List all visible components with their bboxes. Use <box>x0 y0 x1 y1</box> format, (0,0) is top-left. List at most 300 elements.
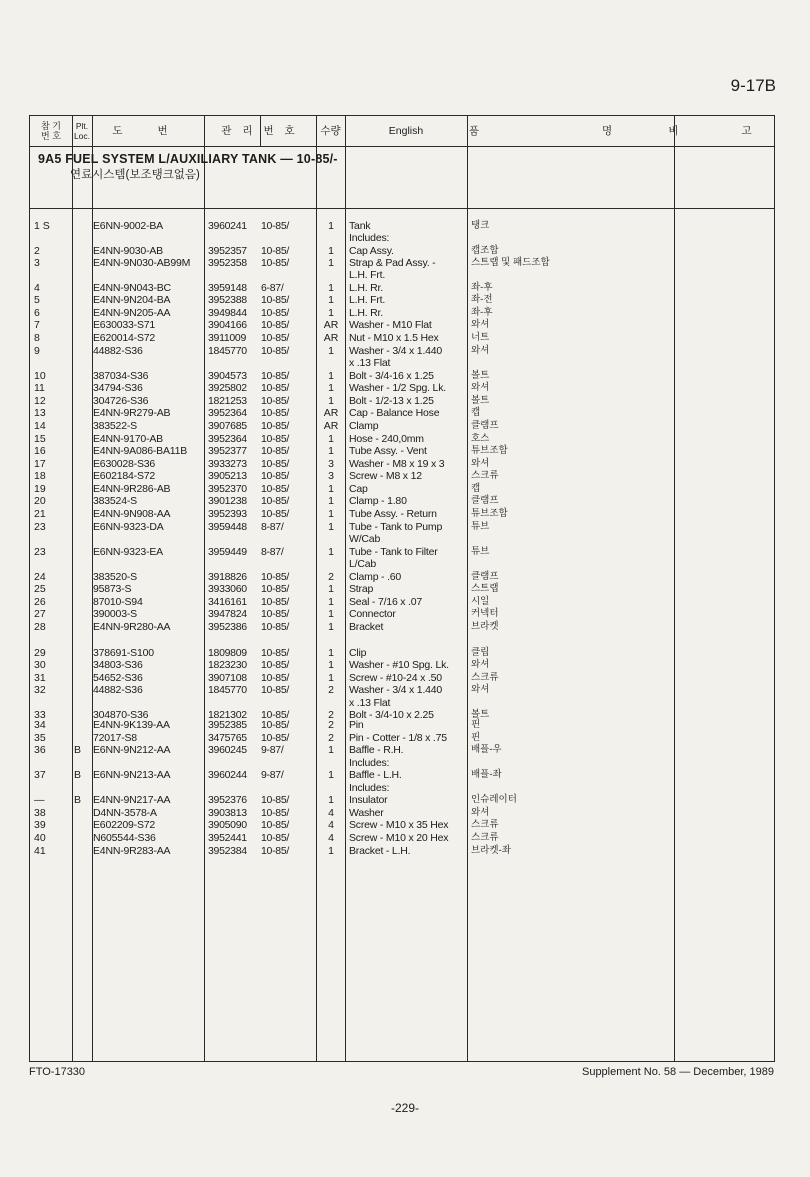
cell-eng: Tube Assy. - Vent <box>349 445 427 457</box>
cell-kor: 스트랩 <box>471 583 499 594</box>
cell-date: 8-87/ <box>261 521 284 533</box>
cell-no: 6 <box>34 307 40 319</box>
cell-qty: 1 <box>328 596 334 608</box>
table-row <box>30 744 776 756</box>
cell-kor: 배플-좌 <box>471 769 502 780</box>
cell-date: 9-87/ <box>261 769 284 781</box>
cell-no: 4 <box>34 282 40 294</box>
header-drawing-no: 도 번 <box>112 125 184 137</box>
cell-kor: 클램프 <box>471 420 499 431</box>
table-row <box>30 672 776 684</box>
table-row <box>30 382 776 394</box>
cell-qty: 2 <box>328 719 334 731</box>
cell-eng: Screw - M8 x 12 <box>349 470 422 482</box>
table-row <box>30 445 776 457</box>
cell-qty: 2 <box>328 571 334 583</box>
cell-eng: Baffle - L.H. <box>349 769 402 781</box>
cell-qty: 1 <box>328 508 334 520</box>
cell-no: 12 <box>34 395 46 407</box>
cell-mgmt: 3952364 <box>208 433 247 445</box>
cell-date: 10-85/ <box>261 257 289 269</box>
cell-part: E630028-S36 <box>93 458 156 470</box>
cell-kor: 인슈레이터 <box>471 794 517 805</box>
cell-eng: Baffle - R.H. <box>349 744 404 756</box>
cell-eng: Screw - M10 x 20 Hex <box>349 832 449 844</box>
table-row <box>30 470 776 482</box>
cell-no: 31 <box>34 672 46 684</box>
cell-part: 304726-S36 <box>93 395 149 407</box>
cell-mgmt: 3952385 <box>208 719 247 731</box>
cell-loc: B <box>74 744 82 756</box>
cell-no: 32 <box>34 684 46 696</box>
header-plt-loc: Plt. Loc. <box>73 121 91 141</box>
cell-qty: AR <box>323 319 339 331</box>
table-row <box>30 294 776 306</box>
cell-kor: 와셔 <box>471 382 490 393</box>
cell-no: 25 <box>34 583 46 595</box>
table-row <box>30 558 776 570</box>
cell-kor: 시일 <box>471 596 490 607</box>
cell-date: 10-85/ <box>261 608 289 620</box>
section-divider <box>30 208 774 209</box>
cell-kor: 커넥터 <box>471 608 499 619</box>
cell-qty: 1 <box>328 769 334 781</box>
cell-mgmt: 3959148 <box>208 282 247 294</box>
table-row <box>30 220 776 232</box>
header-qty: 수량 <box>320 125 341 137</box>
cell-qty: AR <box>323 332 339 344</box>
cell-part: E6NN-9N213-AA <box>93 769 171 781</box>
cell-qty: 1 <box>328 546 334 558</box>
cell-date: 8-87/ <box>261 546 284 558</box>
header-divider <box>30 146 774 147</box>
cell-date: 10-85/ <box>261 684 289 696</box>
cell-no: 30 <box>34 659 46 671</box>
cell-eng: Clamp - .60 <box>349 571 402 583</box>
cell-qty: 1 <box>328 659 334 671</box>
cell-kor: 좌-전 <box>471 294 493 305</box>
table-row <box>30 732 776 744</box>
cell-mgmt: 3960244 <box>208 769 247 781</box>
cell-date: 10-85/ <box>261 845 289 857</box>
cell-mgmt: 3416161 <box>208 596 247 608</box>
table-row <box>30 608 776 620</box>
table-row <box>30 370 776 382</box>
cell-eng: Washer - M8 x 19 x 3 <box>349 458 445 470</box>
cell-no: 36 <box>34 744 46 756</box>
cell-no: 3 <box>34 257 40 269</box>
cell-eng: Includes: <box>349 782 390 794</box>
cell-part: 87010-S94 <box>93 596 143 608</box>
cell-kor: 와셔 <box>471 345 490 356</box>
cell-no: 15 <box>34 433 46 445</box>
cell-no: 1 S <box>34 220 50 232</box>
cell-part: 383520-S <box>93 571 137 583</box>
cell-qty: 1 <box>328 307 334 319</box>
cell-kor: 캡 <box>471 407 481 418</box>
cell-mgmt: 3911009 <box>208 332 246 344</box>
cell-eng: Bolt - 1/2-13 x 1.25 <box>349 395 434 407</box>
cell-mgmt: 3952370 <box>208 483 247 495</box>
cell-mgmt: 3952376 <box>208 794 247 806</box>
cell-no: — <box>34 794 45 806</box>
cell-kor: 브라켓-좌 <box>471 845 511 856</box>
cell-part: E4NN-9R279-AB <box>93 407 171 419</box>
cell-mgmt: 3903813 <box>208 807 247 819</box>
table-row <box>30 483 776 495</box>
table-row <box>30 521 776 533</box>
cell-part: E4NN-9R286-AB <box>93 483 171 495</box>
cell-date: 10-85/ <box>261 583 289 595</box>
cell-part: 95873-S <box>93 583 132 595</box>
table-row <box>30 659 776 671</box>
cell-eng: L.H. Rr. <box>349 307 383 319</box>
cell-date: 10-85/ <box>261 445 289 457</box>
cell-no: 40 <box>34 832 46 844</box>
cell-kor: 좌-후 <box>471 282 493 293</box>
cell-no: 11 <box>34 382 45 394</box>
table-row <box>30 245 776 257</box>
cell-mgmt: 3904573 <box>208 370 247 382</box>
cell-kor: 클램프 <box>471 571 499 582</box>
cell-no: 27 <box>34 608 46 620</box>
table-row <box>30 769 776 781</box>
cell-kor: 와셔 <box>471 659 490 670</box>
table-row <box>30 345 776 357</box>
cell-part: 304870-S36 <box>93 709 149 721</box>
cell-qty: 1 <box>328 433 334 445</box>
cell-no: 23 <box>34 546 46 558</box>
cell-mgmt: 1809809 <box>208 647 247 659</box>
table-row <box>30 533 776 545</box>
cell-eng: Clamp - 1.80 <box>349 495 407 507</box>
table-row <box>30 807 776 819</box>
cell-qty: 1 <box>328 608 334 620</box>
cell-kor: 탱크 <box>471 220 490 231</box>
cell-mgmt: 3907685 <box>208 420 247 432</box>
cell-kor: 너트 <box>471 332 490 343</box>
cell-part: 34794-S36 <box>93 382 143 394</box>
cell-mgmt: 1845770 <box>208 345 247 357</box>
cell-eng: L.H. Frt. <box>349 269 386 281</box>
table-row <box>30 571 776 583</box>
cell-part: E4NN-9A086-BA11B <box>93 445 188 457</box>
cell-kor: 스크류 <box>471 819 499 830</box>
cell-qty: 1 <box>328 744 334 756</box>
cell-mgmt: 3905213 <box>208 470 247 482</box>
cell-no: 35 <box>34 732 46 744</box>
cell-part: 387034-S36 <box>93 370 149 382</box>
cell-kor: 캡 <box>471 483 481 494</box>
table-row <box>30 282 776 294</box>
cell-part: E602209-S72 <box>93 819 156 831</box>
cell-date: 6-87/ <box>261 282 284 294</box>
cell-qty: 1 <box>328 672 334 684</box>
cell-date: 10-85/ <box>261 458 289 470</box>
cell-no: 20 <box>34 495 46 507</box>
cell-date: 10-85/ <box>261 709 289 721</box>
table-row <box>30 794 776 806</box>
cell-no: 19 <box>34 483 46 495</box>
table-row <box>30 684 776 696</box>
cell-qty: 4 <box>328 819 334 831</box>
cell-part: E4NN-9N217-AA <box>93 794 171 806</box>
cell-qty: 2 <box>328 684 334 696</box>
cell-eng: Bolt - 3/4-16 x 1.25 <box>349 370 434 382</box>
cell-qty: 1 <box>328 220 334 232</box>
cell-mgmt: 1821302 <box>208 709 247 721</box>
cell-part: N605544-S36 <box>93 832 156 844</box>
table-row <box>30 647 776 659</box>
table-row <box>30 697 776 709</box>
cell-mgmt: 3907108 <box>208 672 247 684</box>
table-row <box>30 407 776 419</box>
cell-mgmt: 3933060 <box>208 583 247 595</box>
cell-mgmt: 1823230 <box>208 659 247 671</box>
cell-qty: 1 <box>328 483 334 495</box>
cell-date: 10-85/ <box>261 794 289 806</box>
cell-eng: Tube - Tank to Filter <box>349 546 438 558</box>
table-row <box>30 782 776 794</box>
section-subtitle: 연료시스템(보조탱크없음) <box>70 169 200 181</box>
cell-part: E6NN-9323-DA <box>93 521 164 533</box>
cell-mgmt: 3952377 <box>208 445 247 457</box>
document-code: FTO-17330 <box>29 1066 86 1078</box>
header-korean-name: 품 명 <box>468 125 673 137</box>
cell-eng: Cap - Balance Hose <box>349 407 440 419</box>
cell-part: E6NN-9002-BA <box>93 220 163 232</box>
cell-kor: 튜브조합 <box>471 445 508 456</box>
header-remarks: 비 고 <box>668 125 782 137</box>
table-row <box>30 232 776 244</box>
cell-qty: 1 <box>328 294 334 306</box>
table-row <box>30 621 776 633</box>
cell-eng: Insulator <box>349 794 388 806</box>
cell-kor: 볼트 <box>471 370 490 381</box>
cell-part: E620014-S72 <box>93 332 156 344</box>
cell-kor: 볼트 <box>471 395 490 406</box>
cell-eng: Washer - 1/2 Spg. Lk. <box>349 382 446 394</box>
cell-eng: Strap & Pad Assy. - <box>349 257 436 269</box>
cell-qty: 1 <box>328 647 334 659</box>
cell-qty: 1 <box>328 521 334 533</box>
cell-no: 18 <box>34 470 46 482</box>
cell-no: 7 <box>34 319 40 331</box>
cell-eng: Tube - Tank to Pump <box>349 521 443 533</box>
cell-date: 10-85/ <box>261 819 289 831</box>
table-row <box>30 433 776 445</box>
cell-part: E4NN-9N908-AA <box>93 508 171 520</box>
cell-eng: x .13 Flat <box>349 357 391 369</box>
cell-eng: L/Cab <box>349 558 377 570</box>
cell-kor: 클립 <box>471 647 490 658</box>
parts-table <box>29 115 782 1062</box>
cell-qty: 3 <box>328 458 334 470</box>
cell-part: E4NN-9N043-BC <box>93 282 171 294</box>
cell-eng: Cap Assy. <box>349 245 394 257</box>
cell-date: 10-85/ <box>261 508 289 520</box>
header-ref-no: 참 기 번 호 <box>41 121 61 141</box>
cell-no: 23 <box>34 521 46 533</box>
table-row <box>30 757 776 769</box>
cell-mgmt: 3925802 <box>208 382 247 394</box>
cell-date: 10-85/ <box>261 407 289 419</box>
table-row <box>30 845 776 857</box>
cell-no: 8 <box>34 332 40 344</box>
cell-part: 390003-S <box>93 608 137 620</box>
cell-part: E6NN-9N212-AA <box>93 744 171 756</box>
cell-qty: AR <box>323 407 339 419</box>
cell-part: E4NN-9N030-AB99M <box>93 257 191 269</box>
cell-date: 10-85/ <box>261 647 289 659</box>
cell-eng: Tube Assy. - Return <box>349 508 437 520</box>
cell-eng: L.H. Rr. <box>349 282 383 294</box>
table-row <box>30 583 776 595</box>
cell-kor: 와셔 <box>471 319 490 330</box>
cell-no: 9 <box>34 345 40 357</box>
cell-no: 21 <box>34 508 46 520</box>
cell-part: E4NN-9170-AB <box>93 433 163 445</box>
cell-no: 16 <box>34 445 46 457</box>
cell-mgmt: 3952358 <box>208 257 247 269</box>
cell-part: 383522-S <box>93 420 137 432</box>
page-footer-number: -229- <box>390 1101 419 1115</box>
cell-loc: B <box>74 769 82 781</box>
table-row <box>30 832 776 844</box>
table-row <box>30 307 776 319</box>
cell-eng: Includes: <box>349 232 390 244</box>
cell-mgmt: 3959448 <box>208 521 247 533</box>
section-title: 9A5 FUEL SYSTEM L/AUXILIARY TANK — 10-85/- <box>38 152 338 166</box>
cell-kor: 브라켓 <box>471 621 499 632</box>
cell-kor: 클램프 <box>471 495 499 506</box>
cell-qty: 3 <box>328 470 334 482</box>
cell-qty: 1 <box>328 845 334 857</box>
cell-kor: 와셔 <box>471 458 490 469</box>
cell-part: E4NN-9R283-AA <box>93 845 171 857</box>
cell-date: 10-85/ <box>261 672 289 684</box>
cell-eng: Strap <box>349 583 374 595</box>
cell-mgmt: 3904166 <box>208 319 247 331</box>
cell-part: 44882-S36 <box>93 345 143 357</box>
cell-kor: 볼트 <box>471 709 490 720</box>
cell-qty: 1 <box>328 395 334 407</box>
cell-mgmt: 3918826 <box>208 571 247 583</box>
cell-part: E630033-S71 <box>93 319 156 331</box>
table-row <box>30 269 776 281</box>
table-row <box>30 546 776 558</box>
cell-date: 10-85/ <box>261 807 289 819</box>
cell-part: 72017-S8 <box>93 732 137 744</box>
cell-eng: Bracket <box>349 621 384 633</box>
cell-kor: 스크류 <box>471 832 499 843</box>
cell-eng: Connector <box>349 608 396 620</box>
cell-qty: 1 <box>328 245 334 257</box>
cell-part: 44882-S36 <box>93 684 143 696</box>
cell-part: E4NN-9N205-AA <box>93 307 171 319</box>
cell-mgmt: 3952357 <box>208 245 247 257</box>
cell-kor: 튜브 <box>471 546 490 557</box>
cell-kor: 호스 <box>471 433 490 444</box>
cell-date: 10-85/ <box>261 332 289 344</box>
cell-no: 28 <box>34 621 46 633</box>
cell-qty: 1 <box>328 621 334 633</box>
cell-eng: Washer - 3/4 x 1.440 <box>349 684 443 696</box>
cell-mgmt: 3959449 <box>208 546 247 558</box>
cell-kor: 와셔 <box>471 684 490 695</box>
cell-no: 2 <box>34 245 40 257</box>
cell-part: 54652-S36 <box>93 672 143 684</box>
cell-part: 34803-S36 <box>93 659 143 671</box>
cell-kor: 스트랩 및 패드조합 <box>471 257 550 268</box>
cell-eng: Nut - M10 x 1.5 Hex <box>349 332 439 344</box>
table-row <box>30 819 776 831</box>
cell-part: E4NN-9R280-AA <box>93 621 171 633</box>
cell-date: 10-85/ <box>261 319 289 331</box>
cell-eng: Washer - #10 Spg. Lk. <box>349 659 449 671</box>
cell-eng: Tank <box>349 220 371 232</box>
cell-mgmt: 3949844 <box>208 307 247 319</box>
cell-kor: 스크류 <box>471 672 499 683</box>
cell-eng: Washer - M10 Flat <box>349 319 432 331</box>
table-row <box>30 458 776 470</box>
cell-kor: 핀 <box>471 732 481 743</box>
cell-no: 39 <box>34 819 46 831</box>
cell-no: 5 <box>34 294 40 306</box>
supplement-note: Supplement No. 58 — December, 1989 <box>581 1066 774 1078</box>
cell-date: 10-85/ <box>261 621 289 633</box>
cell-date: 10-85/ <box>261 420 289 432</box>
cell-date: 10-85/ <box>261 832 289 844</box>
cell-no: 33 <box>34 709 46 721</box>
cell-eng: Seal - 7/16 x .07 <box>349 596 423 608</box>
cell-no: 17 <box>34 458 46 470</box>
cell-date: 10-85/ <box>261 719 289 731</box>
cell-qty: 1 <box>328 794 334 806</box>
cell-no: 13 <box>34 407 46 419</box>
cell-part: 383524-S <box>93 495 137 507</box>
cell-kor: 스크류 <box>471 470 499 481</box>
cell-eng: L.H. Frt. <box>349 294 386 306</box>
cell-eng: Bolt - 3/4-10 x 2.25 <box>349 709 434 721</box>
cell-mgmt: 1845770 <box>208 684 247 696</box>
header-mgmt-no: 관 리 번 호 <box>221 125 299 137</box>
cell-part: E4NN-9030-AB <box>93 245 163 257</box>
cell-eng: W/Cab <box>349 533 381 545</box>
page-number: 9-17B <box>730 76 776 95</box>
cell-date: 10-85/ <box>261 245 289 257</box>
cell-part: 378691-S100 <box>93 647 154 659</box>
cell-date: 10-85/ <box>261 596 289 608</box>
cell-loc: B <box>74 794 82 806</box>
header-english: English <box>388 125 424 137</box>
cell-qty: 1 <box>328 495 334 507</box>
cell-qty: 2 <box>328 732 334 744</box>
cell-mgmt: 3952384 <box>208 845 247 857</box>
cell-eng: Screw - M10 x 35 Hex <box>349 819 449 831</box>
cell-date: 10-85/ <box>261 345 289 357</box>
cell-eng: Pin <box>349 719 364 731</box>
cell-qty: 1 <box>328 345 334 357</box>
cell-eng: Screw - #10-24 x .50 <box>349 672 442 684</box>
cell-no: 14 <box>34 420 46 432</box>
cell-mgmt: 3947824 <box>208 608 247 620</box>
table-row <box>30 596 776 608</box>
cell-kor: 튜브조합 <box>471 508 508 519</box>
cell-mgmt: 3933273 <box>208 458 247 470</box>
cell-mgmt: 3960241 <box>208 220 247 232</box>
cell-eng: Pin - Cotter - 1/8 x .75 <box>349 732 447 744</box>
